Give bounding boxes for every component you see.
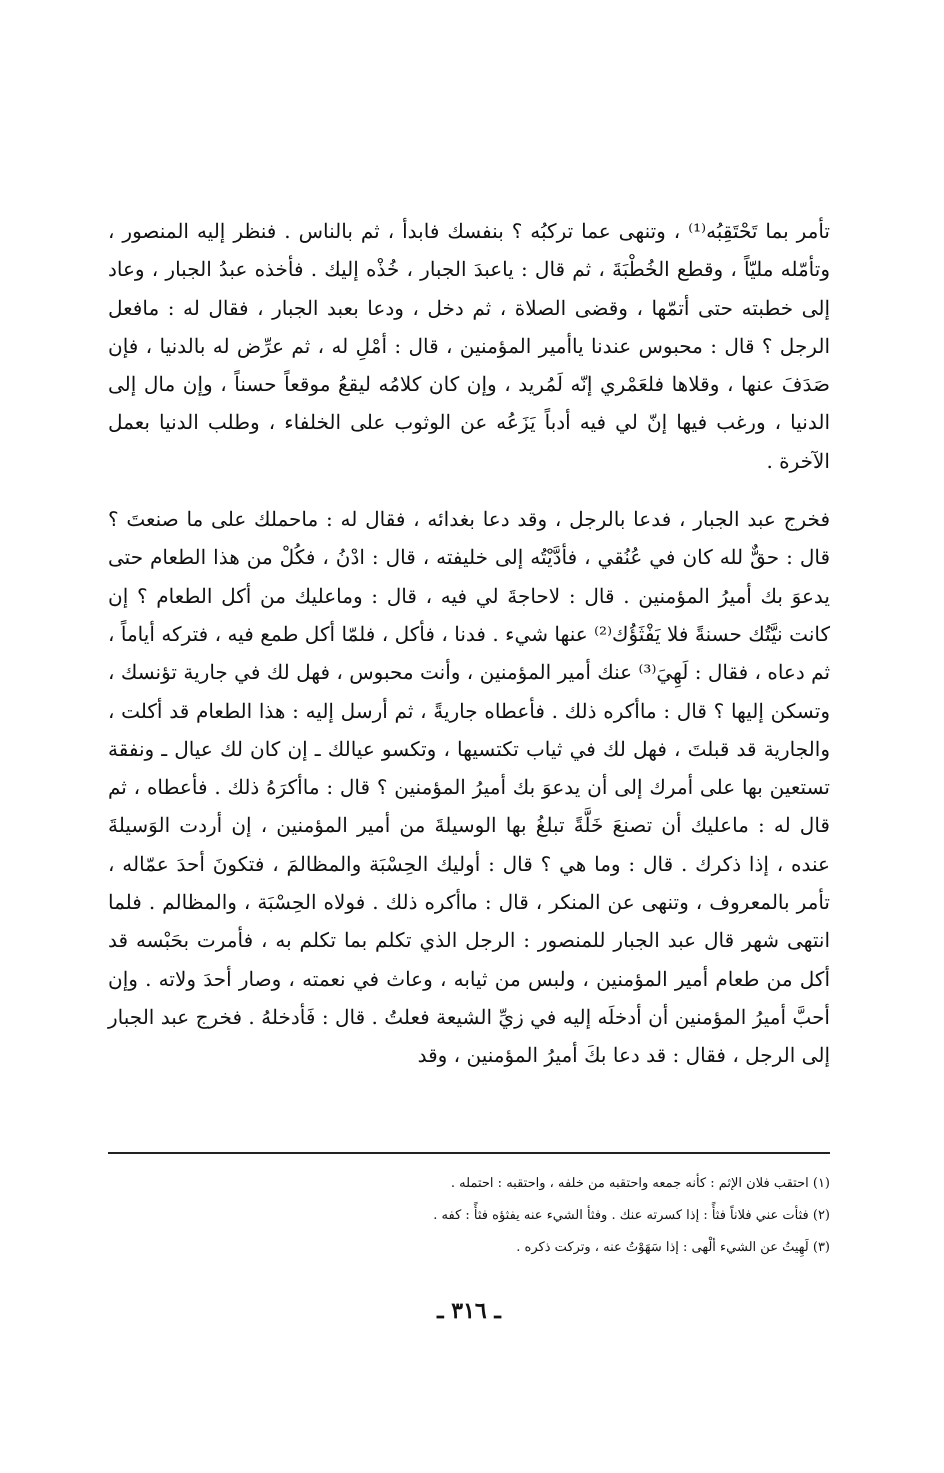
footnote-3: (٣) لَهِيتُ عن الشيء ألْهى : إذا سَهَوْتُ عنه ، وتركت ذكره . — [516, 1240, 830, 1255]
footnote-divider — [108, 1152, 830, 1154]
footnote-1: (١) احتقب فلان الإثم : كأنه جمعه واحتقبه من خلفه ، واحتقبه : احتمله . — [450, 1176, 830, 1191]
paragraph-1: تأمر بما تَحْتَقِبُه⁽¹⁾ ، وتنهى عما تركبُه ؟ بنفسك فابدأ ، ثم بالناس . فنظر إليه المنصور ، وتأمّله مليّاً ، وقطع الخُطْبَةَ ، ثم قال : ياعبدَ الجبار ، خُذْه إليك . فأخذه عبدُ الجبار ، وعاد إلى خطبته حتى أتمّها ، وقضى الصلاة ، ثم دخل ، ودعا بعبد الجبار ، فقال له : مافعل الرجل ؟ قال : محبوس عندنا ياأمير المؤمنين ، قال : أمْلِ له ، ثم عرِّض له بالدنيا ، فإن صَدَفَ عنها ، وقلاها فلعَمْري إنّه لَمُريد ، وإن كان كلامُه ليقعُ موقعاً حسناً ، وإن مال إلى الدنيا ، ورغب فيها إنّ لي فيه أدباً يَزَعُه عن الوثوب على الخلفاء ، وطلب الدنيا بعمل الآخرة . — [108, 219, 831, 473]
book-page — [108, 212, 831, 1324]
page-number: ـ ٣١٦ ـ — [437, 1298, 501, 1324]
paragraph-2: فخرج عبد الجبار ، فدعا بالرجل ، وقد دعا بغدائه ، فقال له : ماحملك على ما صنعتَ ؟ قال : حقٌّ لله كان في عُنُقي ، فأدَّيْتُه إلى خليفته ، قال : ادْنُ ، فكُلْ من هذا الطعام حتى يدعوَ بك أميرُ المؤمنين . قال : لاحاجةَ لي فيه ، قال : وماعليك من أكل الطعام ؟ إن كانت نيَّتُك حسنةً فلا يَفْثَؤُك⁽²⁾ عنها شيء . فدنا ، فأكل ، فلمّا أكل طمع فيه ، فتركه أياماً ، ثم دعاه ، فقال : لَهِيَ⁽³⁾ عنك أمير المؤمنين ، وأنت محبوس ، فهل لك في جارية تؤنسك ، وتسكن إليها ؟ قال : ماأكره ذلك . فأعطاه جاريةً ، ثم أرسل إليه : هذا الطعام قد أكلت ، والجارية قد قبلتَ ، فهل لك في ثياب تكتسيها ، وتكسو عيالك ـ إن كان لك عيال ـ ونفقة تستعين بها على أمرك إلى أن يدعوَ بك أميرُ المؤمنين ؟ قال : ماأكرَهُ ذلك . فأعطاه ، ثم قال له : ماعليك أن تصنعَ خَلَّةً تبلغُ بها الوسيلةَ من أمير المؤمنين ، إن أردت الوَسيلةَ عنده ، إذا ذكرك . قال : وما هي ؟ قال : أوليك الحِسْبَة والمظالمَ ، فتكونَ أحدَ عمّاله ، تأمر بالمعروف ، وتنهى عن المنكر ، قال : ماأكره ذلك . فولاه الحِسْبَة ، والمظالم . فلما انتهى شهر قال عبد الجبار للمنصور : الرجل الذي تكلم بما تكلم به ، فأمرت بحَبْسه قد أكل من طعام أمير المؤمنين ، ولبس من ثيابه ، وعاث في نعمته ، وصار أحدَ ولاته . وإن أحبَّ أميرُ المؤمنين أن أدخلَه إليه في زيِّ الشيعة فعلتُ . قال : فَأدخلهُ . فخرج عبد الجبار إلى الرجل ، فقال : قد دعا بكَ أميرُ المؤمنين ، وقد — [108, 507, 831, 1068]
footnotes — [108, 1168, 830, 1264]
footnote-2: (٢) فثأت عني فلاناً فثأً : إذا كسرته عنك . وفثأ الشيء عنه يفثؤه فثأً : كفه . — [433, 1208, 830, 1223]
